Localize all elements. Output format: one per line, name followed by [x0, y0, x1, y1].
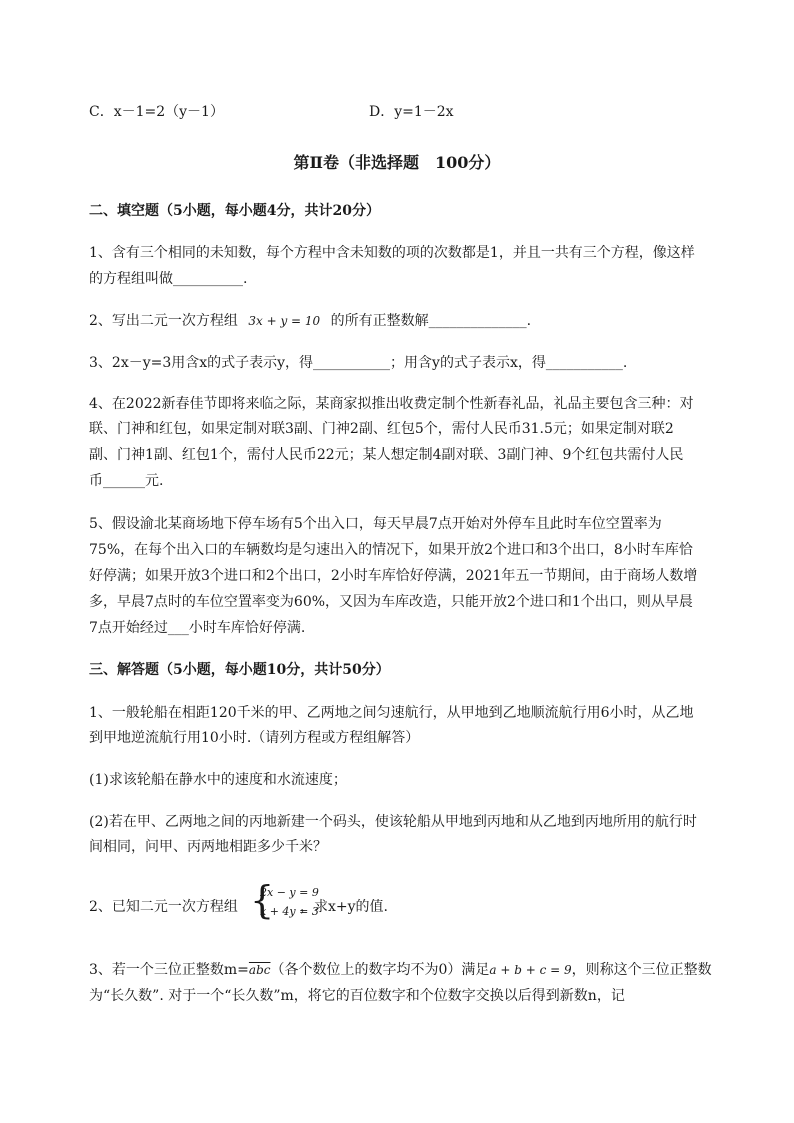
answer-q1-part2-line1: (2)若在甲、乙两地之间的丙地新建一个码头，使该轮船从甲地到丙地和从乙地到丙地所用的航行时 — [89, 814, 697, 830]
fill-heading: 二、填空题（5小题，每小题4分，共计20分） — [89, 203, 380, 219]
fill-q2 — [89, 310, 531, 330]
abc-overline: $\overline{abc}$ — [248, 963, 271, 977]
fill-q2-prefix: 2、写出二元一次方程组 — [89, 313, 238, 329]
option-d: D．y=1－2x — [369, 104, 454, 120]
section-title: 第Ⅱ卷（非选择题 100分） — [293, 153, 501, 172]
answer-q3-line1 — [89, 959, 712, 979]
fill-q4-line1: 4、在2022新春佳节即将来临之际，某商家拟推出收费定制个性新春礼品，礼品主要包含三种：对 — [89, 396, 694, 412]
answer-q2-suffix: ，求x+y的值. — [300, 899, 388, 915]
fill-q4-line2: 联、门神和红包，如果定制对联3副、门神2副、红包5个，需付人民币31.5元；如果定制对联2 — [89, 421, 674, 437]
fill-q2-equation: 3x + y = 10 — [248, 314, 321, 328]
equation-system — [250, 878, 319, 923]
answer-q3-middle: （各个数位上的数字均不为0）满足 — [270, 962, 490, 978]
left-brace-icon: { — [250, 878, 275, 922]
answer-q3-prefix: 3、若一个三位正整数m= — [89, 962, 249, 978]
fill-q5-line3: 好停满；如果开放3个进口和2个出口，2小时车库恰好停满，2021年五一节期间，由于商场人数增 — [89, 568, 698, 584]
answer-q3-suffix: ，则称这个三位正整数 — [571, 962, 712, 978]
option-c: C．x－1=2（y－1） — [89, 104, 224, 120]
fill-q5-line1: 5、假设渝北某商场地下停车场有5个出入口，每天早晨7点开始对外停车且此时车位空置率为 — [89, 516, 662, 532]
fill-q3: 3、2x－y=3用含x的式子表示y，得___________；用含y的式子表示x，得___________. — [89, 355, 628, 371]
fill-q5-line4: 多，早晨7点时的车位空置率变为60%，又因为车库改造，只能开放2个进口和1个出口，则从早晨 — [89, 594, 693, 610]
answer-q3-line2: 为“长久数”. 对于一个“长久数”m，将它的百位数字和个位数字交换以后得到新数n，记 — [89, 988, 625, 1004]
fill-q2-suffix: 的所有正整数解______________. — [330, 313, 532, 329]
sum-condition: a + b + c = 9 — [489, 963, 572, 977]
fill-q4-line4: 币______元. — [89, 473, 164, 489]
fill-q5-line5: 7点开始经过___小时车库恰好停满. — [89, 620, 306, 636]
system-eq1: 2x − y = 9 — [260, 886, 319, 899]
fill-q5-line2: 75%，在每个出入口的车辆数均是匀速出入的情况下，如果开放2个进口和3个出口，8小时车库恰 — [89, 542, 693, 558]
answer-q1-part2-line2: 间相同，问甲、丙两地相距多少千米？ — [89, 839, 327, 855]
answer-q2-prefix: 2、已知二元一次方程组 — [89, 899, 238, 915]
fill-q1-line1: 1、含有三个相同的未知数，每个方程中含未知数的项的次数都是1，并且一共有三个方程，像这样 — [89, 245, 695, 261]
answer-heading: 三、解答题（5小题，每小题10分，共计50分） — [89, 662, 390, 678]
answer-q1-line2: 到甲地逆流航行用10小时.（请列方程或方程组解答） — [89, 730, 420, 746]
answer-q1-part1: (1)求该轮船在静水中的速度和水流速度； — [89, 772, 347, 788]
fill-q1-line2: 的方程组叫做__________. — [89, 271, 248, 287]
system-eq2: x + 4y = 3 — [260, 905, 319, 918]
fill-q4-line3: 副、门神1副、红包1个，需付人民币22元；某人想定制4副对联、3副门神、9个红包共需付人民 — [89, 447, 684, 463]
answer-q1-line1: 1、一般轮船在相距120千米的甲、乙两地之间匀速航行，从甲地到乙地顺流航行用6小时，从乙地 — [89, 705, 694, 721]
